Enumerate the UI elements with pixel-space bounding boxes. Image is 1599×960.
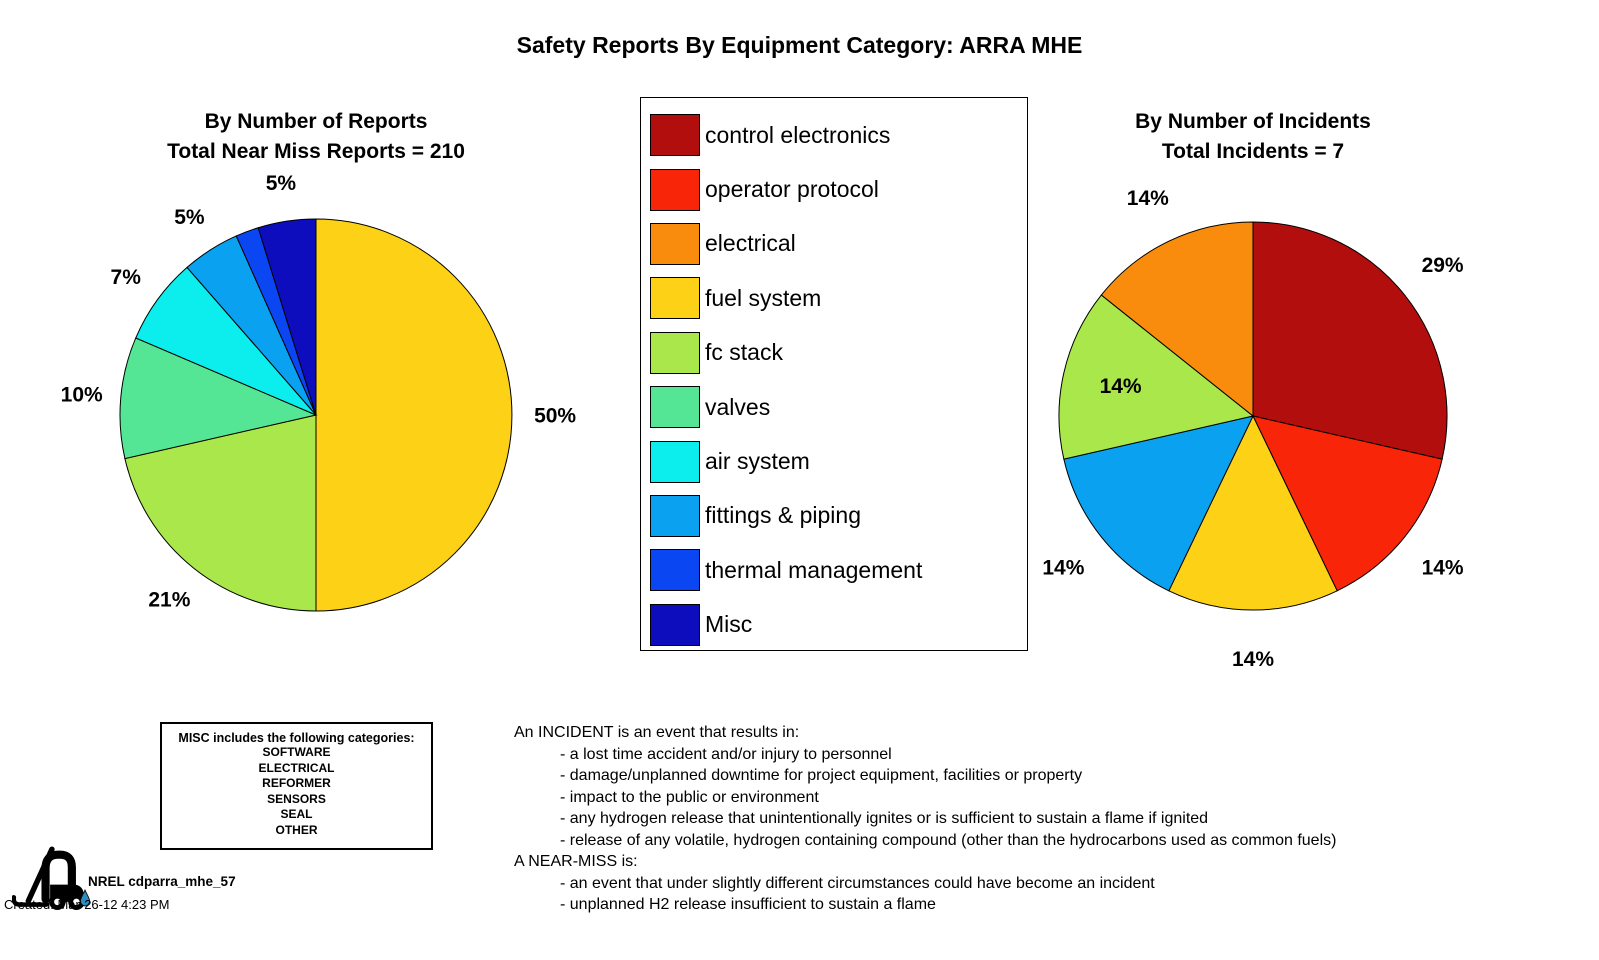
legend-item-air-system <box>650 434 1027 488</box>
legend-item-operator-protocol <box>650 162 1027 216</box>
definition-line-2: - a lost time accident and/or injury to personnel <box>560 745 892 763</box>
pie-percent-label-operator-protocol: 14% <box>1421 556 1464 580</box>
reports-pie-title-line1: By Number of Reports <box>204 110 428 133</box>
pie-percent-label-electrical: 14% <box>1126 186 1169 210</box>
misc-category-sensors: SENSORS <box>267 791 326 806</box>
legend-item-label: air system <box>705 448 810 475</box>
page-title: Safety Reports By Equipment Category: ARRA MHE <box>516 32 1083 58</box>
legend-item-electrical <box>650 217 1027 271</box>
pie-percent-label-air-system: 7% <box>110 266 141 290</box>
incidents-pie-title-line2: Total Incidents = 7 <box>1161 140 1345 163</box>
legend-item-label: electrical <box>705 230 796 257</box>
legend-item-fc-stack <box>650 326 1027 380</box>
definition-line-8: - an event that under slightly different circumstances could have become an incident <box>560 874 1155 892</box>
definition-line-7: A NEAR-MISS is: <box>514 853 638 870</box>
legend-item-label: fuel system <box>705 284 822 311</box>
misc-category-software: SOFTWARE <box>262 745 331 759</box>
misc-category-seal: SEAL <box>280 807 313 821</box>
definition-line-3: - damage/unplanned downtime for project equipment, facilities or property <box>560 767 1083 784</box>
definition-line-4: - impact to the public or environment <box>560 788 819 806</box>
legend-swatch-icon <box>650 495 700 537</box>
misc-category-electrical: ELECTRICAL <box>258 760 335 775</box>
pie-percent-label-fc-stack: 21% <box>148 588 191 612</box>
legend-item-label: operator protocol <box>705 176 879 203</box>
legend-item-label: thermal management <box>705 556 923 583</box>
legend-item-misc <box>650 598 1027 652</box>
report-id-label: NREL cdparra_mhe_57 <box>88 874 236 889</box>
pie-slice-fuel-system <box>316 219 512 611</box>
pie-percent-label-fittings-piping: 14% <box>1042 556 1085 580</box>
pie-percent-label-fuel-system: 50% <box>534 404 576 428</box>
misc-box <box>160 722 433 850</box>
legend-item-valves <box>650 380 1027 434</box>
incidents-pie-chart <box>993 156 1513 676</box>
pie-percent-label-fittings-piping: 5% <box>174 206 205 230</box>
created-timestamp: Created: Mar-26-12 4:23 PM <box>4 897 170 912</box>
legend <box>640 97 1028 651</box>
legend-item-label: control electronics <box>705 121 891 148</box>
legend-swatch-icon <box>650 114 700 156</box>
reports-pie-chart <box>56 155 576 675</box>
legend-item-fuel-system <box>650 271 1027 325</box>
legend-item-label: fc stack <box>705 339 783 366</box>
legend-item-label: valves <box>705 393 771 420</box>
misc-category-other: OTHER <box>275 822 318 837</box>
pie-percent-label-control-electronics: 29% <box>1421 254 1464 278</box>
legend-swatch-icon <box>650 386 700 428</box>
legend-item-thermal-management <box>650 543 1027 597</box>
pie-percent-label-valves: 10% <box>60 383 103 407</box>
legend-swatch-icon <box>650 277 700 319</box>
definition-line-6: - release of any volatile, hydrogen containing compound (other than the hydrocarbons used as common fuels) <box>560 831 1337 849</box>
legend-item-label: fittings & piping <box>705 502 861 529</box>
legend-swatch-icon <box>650 604 700 646</box>
definition-line-5: - any hydrogen release that unintentionally ignites or is sufficient to sustain a flame if ignited <box>560 810 1209 827</box>
legend-swatch-icon <box>650 223 700 265</box>
legend-swatch-icon <box>650 169 700 211</box>
legend-swatch-icon <box>650 549 700 591</box>
legend-item-fittings-piping <box>650 489 1027 543</box>
legend-swatch-icon <box>650 441 700 483</box>
pie-percent-label-fuel-system: 14% <box>1231 647 1275 671</box>
misc-category-reformer: REFORMER <box>262 776 331 790</box>
legend-item-control-electronics <box>650 108 1027 162</box>
misc-box-items <box>162 745 431 838</box>
definition-line-1: An INCIDENT is an event that results in: <box>514 724 800 741</box>
legend-swatch-icon <box>650 332 700 374</box>
definitions-text <box>514 722 1544 916</box>
misc-box-title: MISC includes the following categories: <box>178 731 415 745</box>
pie-percent-label-fc-stack: 14% <box>1099 375 1142 399</box>
incidents-pie-title-line1: By Number of Incidents <box>1135 110 1371 133</box>
pie-percent-label-misc: 5% <box>265 171 297 195</box>
legend-item-label: Misc <box>705 611 753 638</box>
definition-line-9: - unplanned H2 release insufficient to sustain a flame <box>560 896 936 913</box>
reports-pie-title-line2: Total Near Miss Reports = 210 <box>167 140 465 163</box>
